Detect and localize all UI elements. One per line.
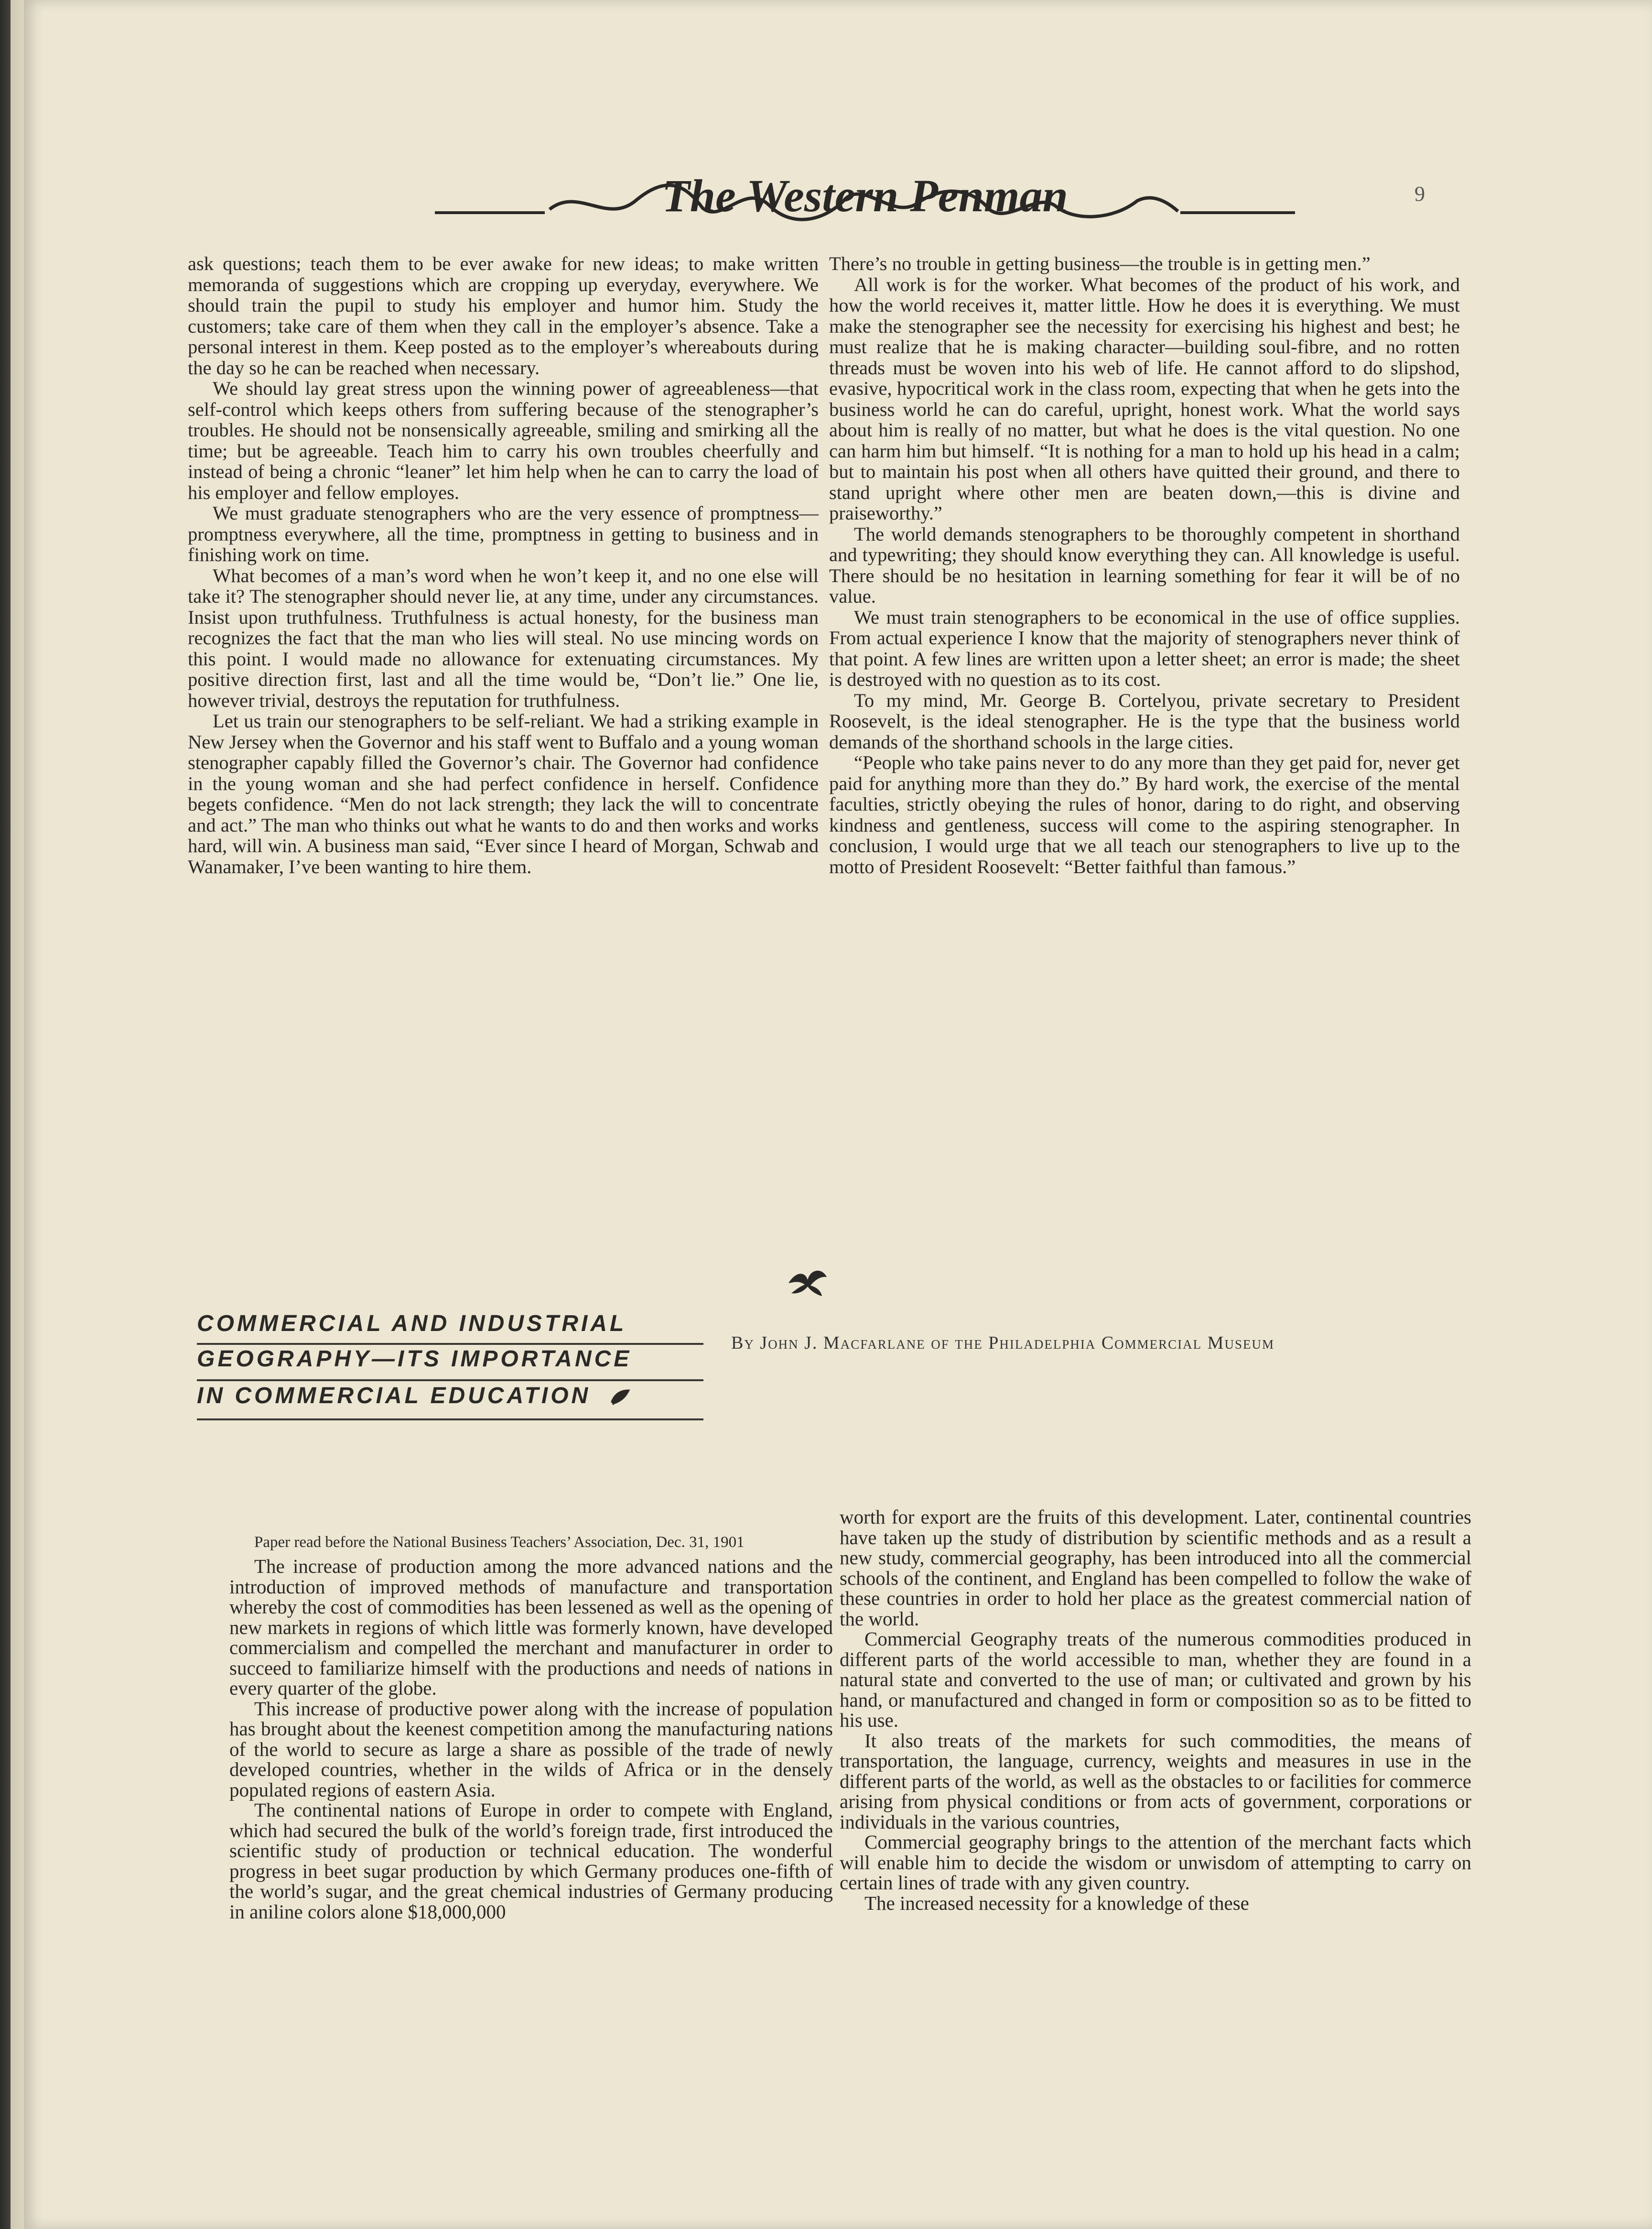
paragraph: Commercial Geography treats of the numerous commodities produced in different parts of the world accessible to man, whether they are found in a natural state and converted to the use of man; or cultivated and grown by his hand, or manufactured and changed in form or composition so as to be fitted to his use. (840, 1628, 1471, 1731)
headline-line-1: COMMERCIAL AND INDUSTRIAL (197, 1311, 627, 1336)
paragraph: The increase of production among the more advanced nations and the introduction of improved methods of manufacture and transportation whereby the cost of commodities has been lessened as well as the opening of new markets in regions of which little was formerly known, have developed commercialism and compelled the merchant and manufacturer in order to succeed to familiarize himself with the productions and needs of nations in every quarter of the globe. (229, 1555, 833, 1699)
presentation-note: Paper read before the National Business Teachers’ Association, Dec. 31, 1901 (254, 1534, 745, 1551)
masthead-script-icon (435, 153, 1295, 239)
paragraph: We must graduate stenographers who are the very essence of promptness—promptness everywhere, all the time, promptness in getting to business and in finishing work on time. (188, 502, 819, 565)
headline-rule (197, 1343, 703, 1345)
headline-line-3 (197, 1383, 703, 1409)
masthead-title: The Western Penman (662, 170, 1068, 221)
article-column-1 (188, 253, 819, 877)
article-column-4 (840, 1507, 1471, 1913)
headline-rule (197, 1379, 703, 1381)
paragraph: ask questions; teach them to be ever awake for new ideas; to make written memoranda of suggestions which are cropping up everyday, everywhere. We should train the pupil to study his employer and humor him. Study the customers; take care of them when they call in the employer’s absence. Take a personal interest in them. Keep posted as to the employer’s whereabouts during the day so he can be reached when necessary. (188, 253, 819, 379)
headline-line-3-text: IN COMMERCIAL EDUCATION (197, 1383, 591, 1408)
leaf-ornament-icon (610, 1387, 631, 1407)
paragraph: To my mind, Mr. George B. Cortelyou, private secretary to President Roosevelt, is the ideal stenographer. He is the type that the business world demands of the shorthand schools in the large cities. (829, 689, 1460, 753)
paragraph: Let us train our stenographers to be self-reliant. We had a striking example in New Jersey when the Governor and his staff went to Buffalo and a young woman stenographer capably filled the Governor’s chair. The Governor had confidence in the young woman and she had perfect confidence in herself. Confidence begets confidence. “Men do not lack strength; they lack the will to concentrate and act.” The man who thinks out what he wants to do and then works and works hard, will win. A business man said, “Ever since I heard of Morgan, Schwab and Wanamaker, I’ve been wanting to hire them. (188, 710, 819, 877)
article-column-3 (229, 1534, 833, 1922)
paragraph: This increase of productive power along with the increase of population has brought about the keenest competition among the manufacturing nations of the world to secure as large a share as possible of the trade of newly developed countries, whether in the wilds of Africa or in the densely populated regions of eastern Asia. (229, 1697, 833, 1801)
paragraph: “People who take pains never to do any more than they get paid for, never get paid for anything more than they do.” By hard work, the exercise of the mental faculties, strictly obeying the rules of honor, daring to do right, and observing kindness and gentleness, success will come to the aspiring stenographer. In conclusion, I would urge that we all teach our stenographers to live up to the motto of President Roosevelt: “Better faithful than famous.” (829, 752, 1460, 877)
magazine-page (24, 0, 1652, 2229)
headline-rule (197, 1418, 703, 1420)
paragraph: There’s no trouble in getting business—the trouble is in getting men.” (829, 253, 1371, 274)
paragraph: We must train stenographers to be economical in the use of office supplies. From actual experience I know that the majority of stenographers never think of that point. A few lines are written upon a letter sheet; an error is made; the sheet is destroyed with no question as to its cost. (829, 606, 1460, 690)
paragraph: The increased necessity for a knowledge of these (864, 1892, 1249, 1914)
paragraph: The world demands stenographers to be thoroughly competent in shorthand and typewriting; they should know everything they can. All knowledge is useful. There should be no hesitation in learning something for fear it will be of no value. (829, 523, 1460, 607)
article-column-2 (829, 253, 1460, 877)
paragraph: All work is for the worker. What becomes of the product of his work, and how the world receives it, matter little. How he does it is everything. We must make the stenographer see the necessity for exercising his highest and best; he must realize that he is making character—building soul-fibre, and no rotten threads must be woven into his web of life. He cannot afford to do slipshod, evasive, hypocritical work in the class room, expecting that when he gets into the business world he can do careful, upright, honest work. What the world says about him is really of no matter, but what he does is the vital question. No one can harm him but himself. “It is nothing for a man to hold up his head in a calm; but to maintain his post when all others have quitted their ground, and there to stand upright where other men are beaten down,—this is divine and praiseworthy.” (829, 273, 1460, 524)
paragraph: Commercial geography brings to the attention of the merchant facts which will enable him to decide the wisdom or unwisdom of attempting to carry on certain lines of trade with any given country. (840, 1831, 1471, 1894)
paragraph: The continental nations of Europe in order to compete with England, which had secured the bulk of the world’s foreign trade, first introduced the scientific study of production or technical education. The wonderful progress in beet sugar production by which Germany produces one-fifth of the world’s sugar, and the great chemical industries of Germany producing in aniline colors alone $18,000,000 (229, 1799, 833, 1923)
byline: By John J. Macfarlane of the Philadelphia Commercial Museum (731, 1333, 1274, 1353)
page-number: 9 (1414, 182, 1425, 206)
paragraph: We should lay great stress upon the winning power of agreeableness—that self-control which keeps others from suffering because of the stenographer’s troubles. He should not be nonsensically agreeable, smiling and smirking all the time; but be agreeable. Teach him to carry his own troubles cheerfully and instead of being a chronic “leaner” let him help when he can to carry the load of his employer and fellow employes. (188, 378, 819, 503)
paragraph: It also treats of the markets for such commodities, the means of transportation, the language, currency, weights and measures in use in the different parts of the world, as well as the obstacles to or facilities for commerce arising from physical conditions or from acts of government, corporations or individuals in the various countries, (840, 1729, 1471, 1833)
paragraph: worth for export are the fruits of this development. Later, continental countries have taken up the study of distribution by scientific methods and as a result a new study, commercial geography, has been introduced into all the commercial schools of the continent, and England has been compelled to follow the wake of these countries in order to hold her place as the greatest commercial nation of the world. (840, 1506, 1471, 1630)
headline-line-2: GEOGRAPHY—ITS IMPORTANCE (197, 1346, 632, 1372)
paragraph: What becomes of a man’s word when he won’t keep it, and no one else will take it? The stenographer should never lie, at any time, under any circumstances. Insist upon truthfulness. Truthfulness is actual honesty, for the business man recognizes the fact that the man who lies will steal. No use mincing words on this point. I would made no allowance for extenuating circumstances. My positive direction first, last and all the time would be, “Don’t lie.” One lie, however trivial, destroys the reputation for truthfulness. (188, 564, 819, 711)
fleuron-icon (779, 1257, 836, 1300)
